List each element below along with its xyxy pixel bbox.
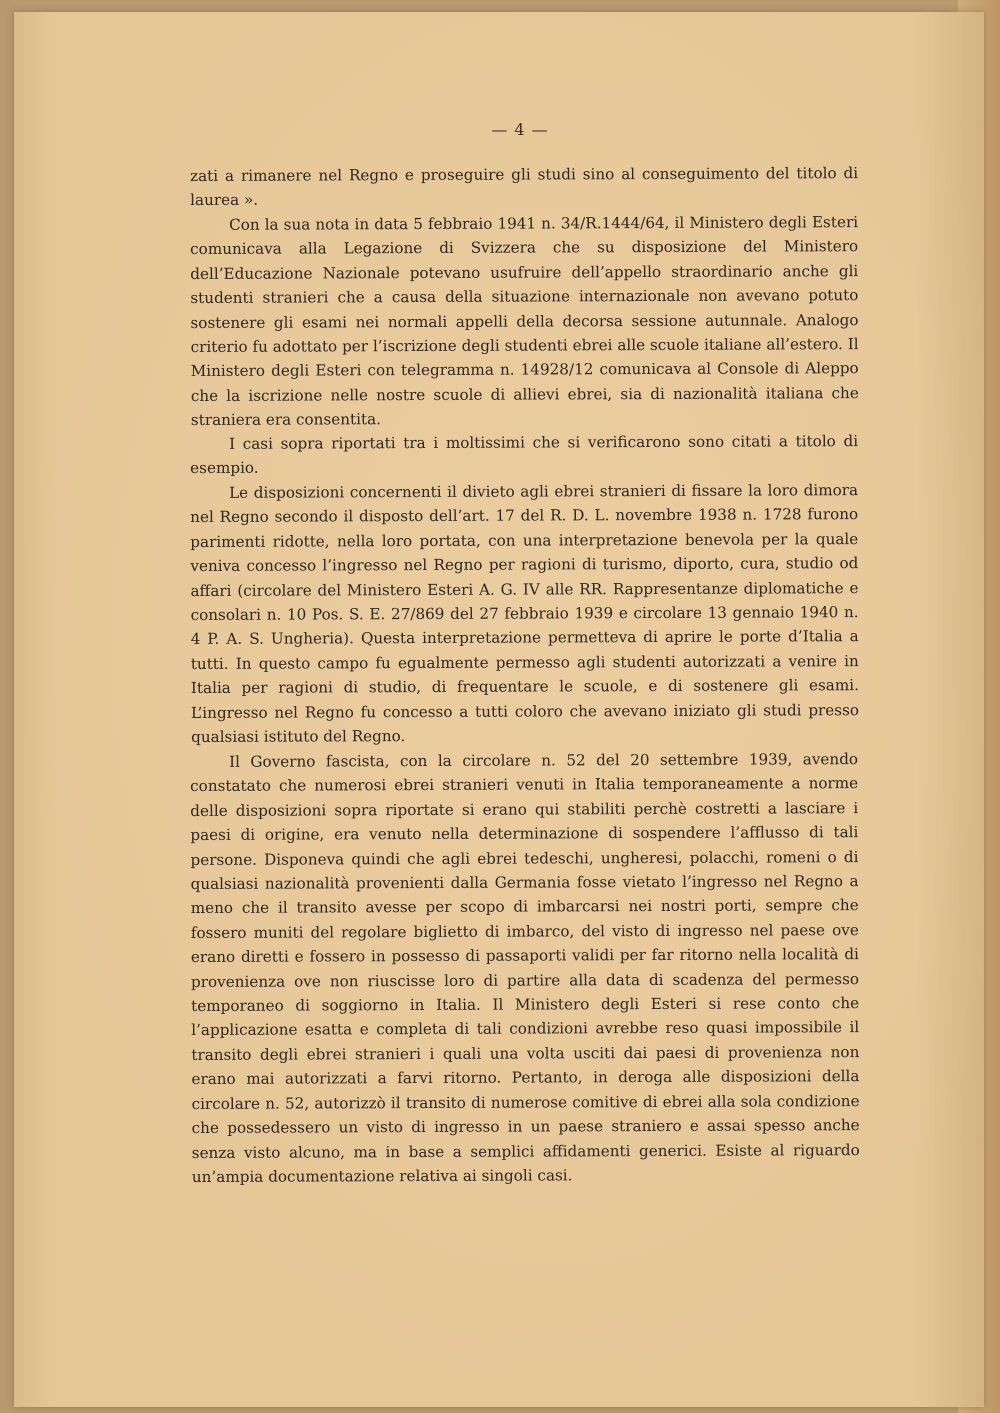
paragraph-continuation: zati a rimanere nel Regno e proseguire gli studi sino al conseguimento del titolo di laurea ». [190,164,859,210]
paragraph: Con la sua nota in data 5 febbraio 1941 n. 34/R.1444/64, il Ministero degli Esteri comunicava alla Legazione di Svizzera che su disposizione del Ministero dell’Educazione Nazionale potevano usufruire dell’appello straordinario anche gli studenti stranieri che a causa della situazione internazionale non avevano potuto sostenere gli esami nei normali appelli della decorsa sessione autunnale. Analogo criterio fu adottato per l’iscrizione degli studenti ebrei alle scuole italiane all’estero. Il Ministero degli Esteri con telegramma n. 14928/12 comunicava al Console di Aleppo che la iscrizione nelle nostre scuole di allievi ebrei, sia di nazionalità italiana che straniera era consentita. [190,212,859,430]
paragraph: I casi sopra riportati tra i moltissimi che si verificarono sono citati a titolo di esempio. [190,432,859,478]
paragraph: Le disposizioni concernenti il divieto agli ebrei stranieri di fissare la loro dimora nel Regno secondo il disposto dell’art. 17 del R. D. L. novembre 1938 n. 1728 furono parimenti ridotte, nella loro portata, con una interpretazione benevola per la quale veniva concesso l’ingresso nel Regno per ragioni di turismo, diporto, cura, studio od affari (circolare del Ministero Esteri A. G. IV alle RR. Rappresentanze diplomatiche e consolari n. 10 Pos. S. E. 27/869 del 27 febbraio 1939 e circolare 13 gennaio 1940 n. 4 P. A. S. Ungheria). Questa interpretazione permetteva di aprire le porte d’Italia a tutti. In questo campo fu egualmente permesso agli studenti autorizzati a venire in Italia per ragioni di studio, di frequentare le scuole, e di sostenere gli esami. L’ingresso nel Regno fu concesso a tutti coloro che avevano iniziato gli studi presso qualsiasi istituto del Regno. [190,481,860,747]
paragraph: Il Governo fascista, con la circolare n. 52 del 20 settembre 1939, avendo constatato che numerosi ebrei stranieri venuti in Italia temporaneamente a norme delle disposizioni sopra riportate si erano qui stabiliti perchè costretti a lasciare i paesi di origine, era venuto nella determinazione di sospendere l’afflusso di tali persone. Disponeva quindi che agli ebrei tedeschi, ungheresi, polacchi, romeni o di qualsiasi nazionalità provenienti dalla Germania fosse vietato l’ingresso nel Regno a meno che il transito avesse per scopo di imbarcarsi nei nostri porti, sempre che fossero muniti del regolare biglietto di imbarco, del visto di ingresso nel paese ove erano diretti e fossero in possesso di passaporti validi per far ritorno nella località di provenienza ove non riuscisse loro di partire alla data di scadenza del permesso temporaneo di soggiorno in Italia. Il Ministero degli Esteri si rese conto che l’applicazione esatta e completa di tali condizioni avrebbe reso quasi impossibile il transito degli ebrei stranieri i quali una volta usciti dai paesi di provenienza non erano mai autorizzati a farvi ritorno. Pertanto, in deroga alle disposizioni della circolare n. 52, autorizzò il transito di numerose comitive di ebrei alla sola condizione che possedessero un visto di ingresso in un paese straniero e assai spesso anche senza visto alcuno, ma in base a semplici affidamenti generici. Esiste al riguardo un’ampia documentazione relativa ai singoli casi. [190,749,860,1186]
document-body [190,164,858,1189]
page-number: — 4 — [491,120,549,139]
